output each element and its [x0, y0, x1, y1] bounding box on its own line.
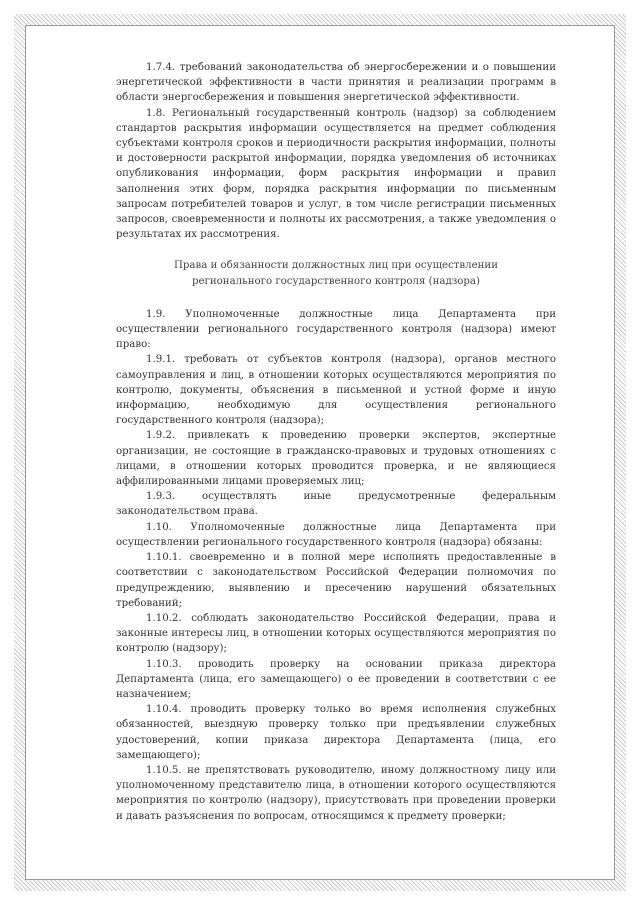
paragraph-1-10-5: 1.10.5. не препятствовать руководителю, иному должностному лицу или уполномоченному представителю лица, в отношении которого осуществляются мероприятия по контролю (надзору), присутствовать при проведении проверки и давать разъяснения по вопросам, относящимся к предмету проверки; [116, 764, 556, 822]
section-heading [116, 258, 556, 288]
paragraph-1-7-4: 1.7.4. требований законодательства об энергосбережении и о повышении энергетической эффективности в части принятия и реализации программ в области энергосбережения и повышения энергетической эффективности. [116, 62, 556, 104]
paragraph-1-9-2: 1.9.2. привлекать к проведению проверки экспертов, экспертные организации, не состоящие в гражданско-правовых и трудовых отношениях с лицами, в отношении которых проводится проверка, и не являющиеся аффилированными лицами проверяемых лиц; [116, 430, 556, 488]
paragraph-1-10: 1.10. Уполномоченные должностные лица Департамента при осуществлении регионального государственного контроля (надзора) обязаны: [116, 521, 556, 548]
paragraph-1-10-2: 1.10.2. соблюдать законодательство Российской Федерации, права и законные интересы лиц, в отношении которых осуществляются мероприятия по контролю (надзору); [116, 612, 556, 655]
paragraph-1-10-1: 1.10.1. своевременно и в полной мере исполнять предоставленные в соответствии с законодательством Российской Федерации полномочия по предупреждению, выявлению и пресечению нарушений обязательных требований; [116, 552, 556, 609]
document-body [116, 60, 556, 824]
paragraph-1-9-1: 1.9.1. требовать от субъектов контроля (надзора), органов местного самоуправления и лиц, в отношении которых осуществляются мероприятия по контролю, документы, объяснения в письменной и устной форме и иную информацию, необходимую для осуществления регионального государственного контроля (надзора); [116, 354, 556, 427]
paragraph-1-8: 1.8. Региональный государственный контроль (надзор) за соблюдением стандартов раскрытия информации осуществляется на предмет соблюдения субъектами контроля сроков и периодичности раскрытия информации, полноты и достоверности раскрытой информации, порядка уведомления об источниках опубликования информации, форм раскрытия информации и правил заполнения этих форм, порядка раскрытия информации по письменным запросам потребителей товаров и услуг, в том числе регистрации письменных запросов, своевременности и полноты их рассмотрения, а также уведомления о результатах их рассмотрения. [116, 107, 556, 241]
paragraph-1-10-4: 1.10.4. проводить проверку только во время исполнения служебных обязанностей, выездную проверку только при предъявлении служебных удостоверений, копии приказа директора Департамента (лица, его замещающего); [116, 704, 556, 761]
paragraph-1-10-3: 1.10.3. проводить проверку на основании приказа директора Департамента (лица, его замещающего) о ее проведении в соответствии с ее назначением; [116, 658, 556, 700]
paragraph-1-9-3: 1.9.3. осуществлять иные предусмотренные федеральным законодательством права. [116, 491, 556, 518]
paragraph-1-9: 1.9. Уполномоченные должностные лица Департамента при осуществлении регионального государственного контроля (надзора) имеют право: [116, 308, 556, 351]
section-heading-line-2: регионального государственного контроля (надзора) [192, 275, 480, 287]
section-heading-line-1: Права и обязанности должностных лиц при осуществлении [173, 260, 499, 272]
